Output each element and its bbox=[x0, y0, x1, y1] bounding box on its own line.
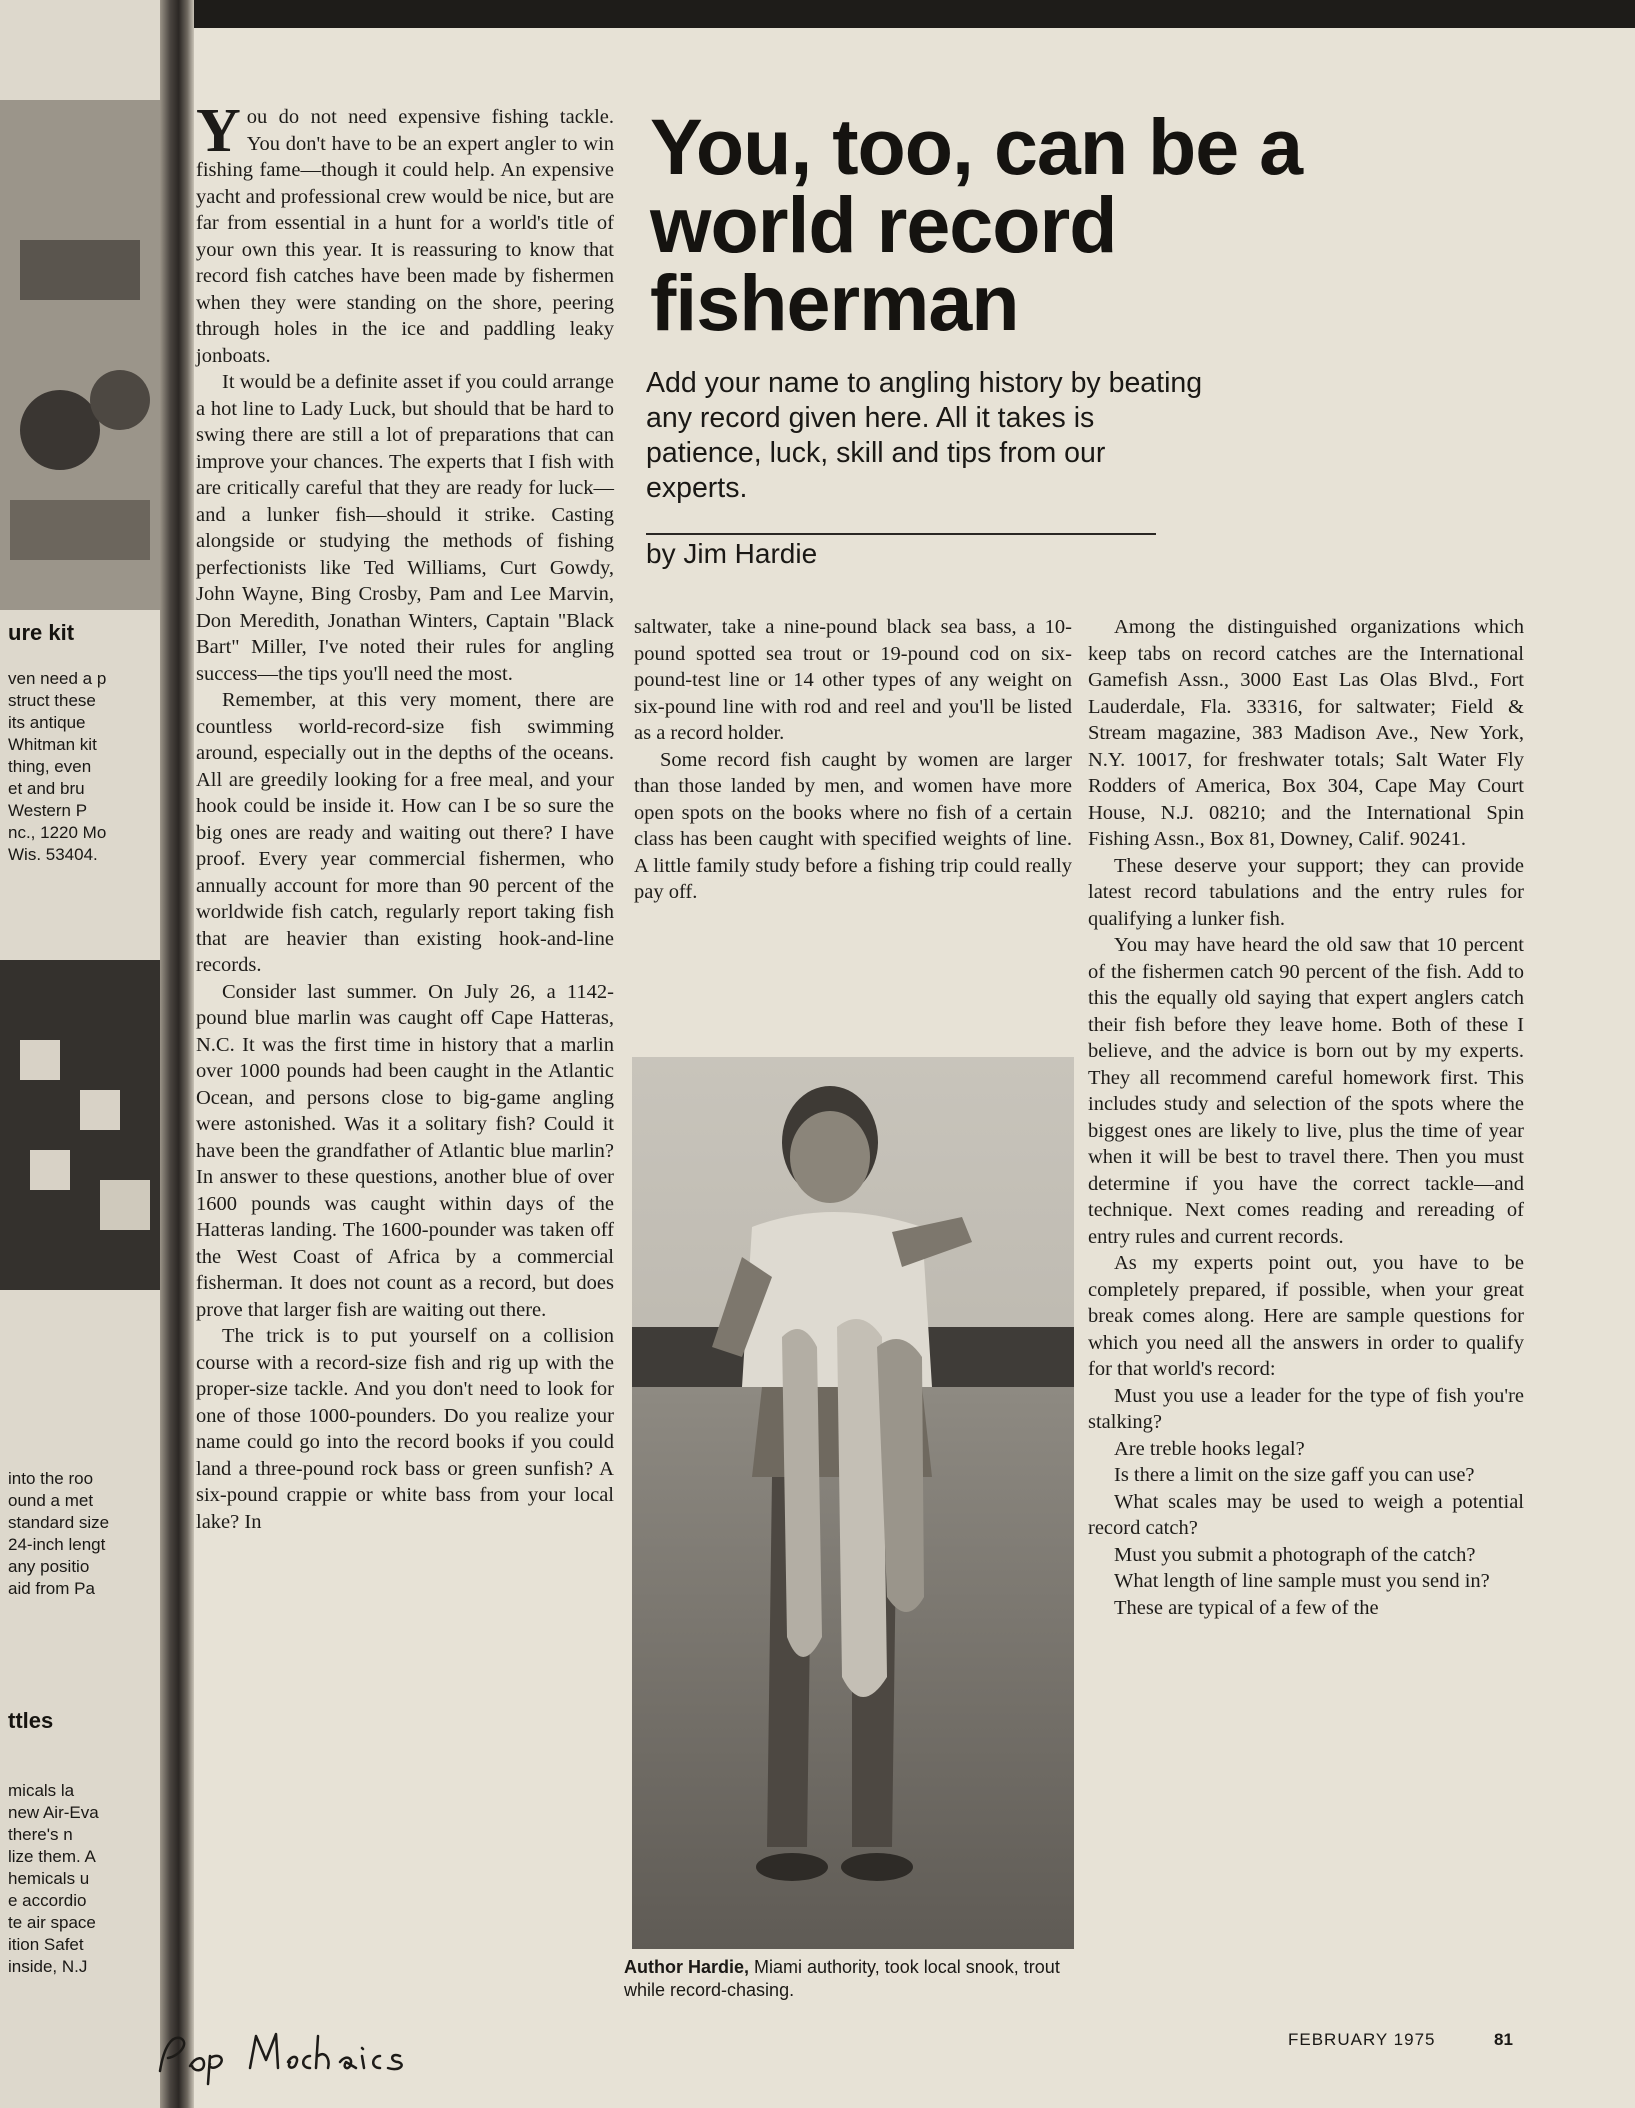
strip-line: ition Safet bbox=[8, 1935, 84, 1954]
paragraph: Is there a limit on the size gaff you can use? bbox=[1114, 1464, 1475, 1486]
strip-line: hemicals u bbox=[8, 1869, 90, 1888]
paragraph: Remember, at this very moment, there are countless world-record-size fish swimming around, especially out in the depths of the oceans. All are greedily looking for a free meal, and your hook could be inside it. How can I be so sure the big ones are ready and waiting out there? I have proof. Every year commercial fishermen, who annually account for more than 90 percent of the worldwide fish catch, regularly report taking fish that are heavier than existing hook-and-line records. bbox=[196, 689, 614, 976]
paragraph-text: ou do not need expensive fishing tackle. You don't have to be an expert angler to win fishing fame—though it could help. An expensive yacht and professional crew would be nice, but are far from essential in a hunt for a world's title of your own this year. It is reassuring to know that record fish catches have been made by fishermen when they were standing on the shore, peering through holes in the ice and paddling leaky jonboats. bbox=[196, 106, 614, 367]
paragraph: These are typical of a few of the bbox=[1114, 1596, 1379, 1619]
strip-line: et and bru bbox=[8, 779, 85, 798]
strip-line: te air space bbox=[8, 1913, 96, 1932]
caption-lead: Author Hardie, bbox=[624, 1957, 750, 1977]
strip-heading-2: ttles bbox=[8, 1708, 54, 1733]
strip-line: struct these bbox=[8, 691, 96, 710]
paragraph: What length of line sample must you send in? bbox=[1114, 1570, 1490, 1592]
strip-line: ven need a p bbox=[8, 669, 107, 688]
strip-photo-top bbox=[0, 100, 160, 610]
article-column-2 bbox=[634, 614, 1072, 906]
issue-date: FEBRUARY 1975 bbox=[1288, 2030, 1436, 2049]
paragraph: Among the distinguished organizations which keep tabs on record catches are the International Gamefish Assn., 3000 East Las Olas Blvd., Fort Lauderdale, Fla. 33316, for saltwater; Field & Stream magazine, 383 Madison Ave., New York, N.Y. 10017, for freshwater totals; Salt Water Fly Rodders of America, Box 304, Cape May Court House, N.J. 08210; and the International Spin Fishing Assn., Box 81, Downey, Calif. 90241. bbox=[1088, 616, 1524, 850]
paragraph bbox=[196, 97, 614, 369]
strip-line: micals la bbox=[8, 1781, 75, 1800]
strip-line: 24-inch lengt bbox=[8, 1535, 106, 1554]
strip-line: standard size bbox=[8, 1513, 110, 1532]
paragraph: Must you submit a photograph of the catch? bbox=[1114, 1543, 1476, 1566]
strip-heading-1: ure kit bbox=[8, 620, 75, 645]
paragraph: Are treble hooks legal? bbox=[1114, 1437, 1305, 1460]
caption-text: Miami authority, took local snook, trout while record-chasing. bbox=[624, 1957, 1060, 2000]
strip-line: Wis. 53404. bbox=[8, 845, 98, 864]
paragraph: You may have heard the old saw that 10 percent of the fishermen catch 90 percent of the fish. Add to this the equally old saying that expert anglers catch their fish before they leave home. Both of these I believe, and the advice is born out by my experts. They all recommend careful homework first. This includes study and selection of the spots where the biggest ones are likely to live, plus the time of year when it will be best to travel there. Then you must determine if you have the correct tackle—and technique. Next comes reading and rereading of entry rules and current records. bbox=[1088, 934, 1524, 1248]
strip-photo-middle-art bbox=[0, 960, 170, 1290]
drop-cap: Y bbox=[196, 97, 241, 165]
handwritten-note bbox=[150, 2016, 450, 2086]
photo-caption bbox=[624, 1956, 1086, 2002]
strip-line: thing, even bbox=[8, 757, 92, 776]
strip-text-block-2 bbox=[8, 1468, 178, 1600]
paragraph: These deserve your support; they can provide latest record tabulations and the entry rules for qualifying a lunker fish. bbox=[1088, 854, 1524, 930]
strip-line: any positio bbox=[8, 1557, 90, 1576]
paragraph: Consider last summer. On July 26, a 1142-pound blue marlin was caught off Cape Hatteras, N.C. It was the first time in history that a marlin over 1000 pounds had been caught in the Atlantic Ocean, and persons close to big-game angling were astonished. Was it a solitary fish? Could it have been the grandfather of Atlantic blue marlin? In answer to these questions, another blue of over 1600 pounds was caught within days of the Hatteras landing. The 1600-pounder was taken off the West Coast of Africa by a commercial fisherman. It does not count as a record, but does prove that larger fish are waiting out there. bbox=[196, 980, 614, 1321]
paragraph: saltwater, take a nine-pound black sea bass, a 10-pound spotted sea trout or 19-pound cod on six-pound-test line or 14 other types of any weight on six-pound line with rod and reel and you'll be listed as a record holder. bbox=[634, 616, 1072, 744]
article-column-1 bbox=[196, 97, 614, 1535]
strip-line: aid from Pa bbox=[8, 1579, 95, 1598]
strip-text-block-3 bbox=[8, 1780, 178, 1978]
paragraph: What scales may be used to weigh a potential record catch? bbox=[1088, 1490, 1524, 1539]
binding-fold bbox=[160, 0, 194, 2108]
strip-line: into the roo bbox=[8, 1469, 94, 1488]
paragraph: The trick is to put yourself on a collision course with a record-size fish and rig up with the proper-size tackle. And you don't need to look for one of those 1000-pounders. Do you realize your name could go into the record books if you could land a three-pound rock bass or green sunfish? A six-pound crappie or white bass from your local lake? In bbox=[196, 1325, 614, 1533]
author-photo bbox=[632, 1057, 1074, 1949]
strip-line: new Air-Eva bbox=[8, 1803, 99, 1822]
strip-line: e accordio bbox=[8, 1891, 87, 1910]
strip-line: Whitman kit bbox=[8, 735, 97, 754]
strip-photo-middle bbox=[0, 960, 170, 1290]
strip-line: Western P bbox=[8, 801, 88, 820]
strip-text-block-1 bbox=[8, 668, 178, 866]
strip-line: lize them. A bbox=[8, 1847, 96, 1866]
strip-line: its antique bbox=[8, 713, 86, 732]
article-column-3 bbox=[1088, 614, 1524, 1621]
article-deck: Add your name to angling history by beating any record given here. All it takes is patience, luck, skill and tips from our experts. bbox=[646, 367, 1203, 504]
strip-line: nc., 1220 Mo bbox=[8, 823, 107, 842]
paragraph: As my experts point out, you have to be completely prepared, if possible, when your great break comes along. Here are sample questions for which you need all the answers in order to qualify for that world's record: bbox=[1088, 1252, 1524, 1380]
page-number: 81 bbox=[1494, 2030, 1513, 2049]
top-edge-shadow bbox=[160, 0, 1635, 28]
strip-photo-top-art bbox=[0, 100, 160, 610]
previous-page-strip bbox=[0, 0, 185, 2108]
author-photo-art bbox=[632, 1057, 1074, 1949]
strip-line: inside, N.J bbox=[8, 1957, 88, 1976]
article-byline: by Jim Hardie bbox=[646, 538, 818, 569]
paragraph: It would be a definite asset if you could arrange a hot line to Lady Luck, but should that be hard to swing there are still a lot of preparations that can improve your chances. The experts that I fish with are critically careful that they are ready for luck—and a lunker fish—should it strike. Casting alongside or studying the methods of fishing perfectionists like Ted Williams, Curt Gowdy, John Wayne, Bing Crosby, Pam and Lee Marvin, Don Meredith, Jonathan Winters, Captain "Black Bart" Miller, I've noted their rules for angling success—the tips you'll need the most. bbox=[196, 371, 614, 685]
paragraph: Some record fish caught by women are larger than those landed by men, and women have more open spots on the books where no fish of a certain class has been caught with specified weights of line. A little family study before a fishing trip could really pay off. bbox=[634, 748, 1072, 903]
strip-line: ound a met bbox=[8, 1491, 94, 1510]
paragraph: Must you use a leader for the type of fish you're stalking? bbox=[1088, 1384, 1524, 1433]
strip-line: there's n bbox=[8, 1825, 73, 1844]
article-headline: You, too, can be a world record fisherman bbox=[650, 102, 1303, 347]
